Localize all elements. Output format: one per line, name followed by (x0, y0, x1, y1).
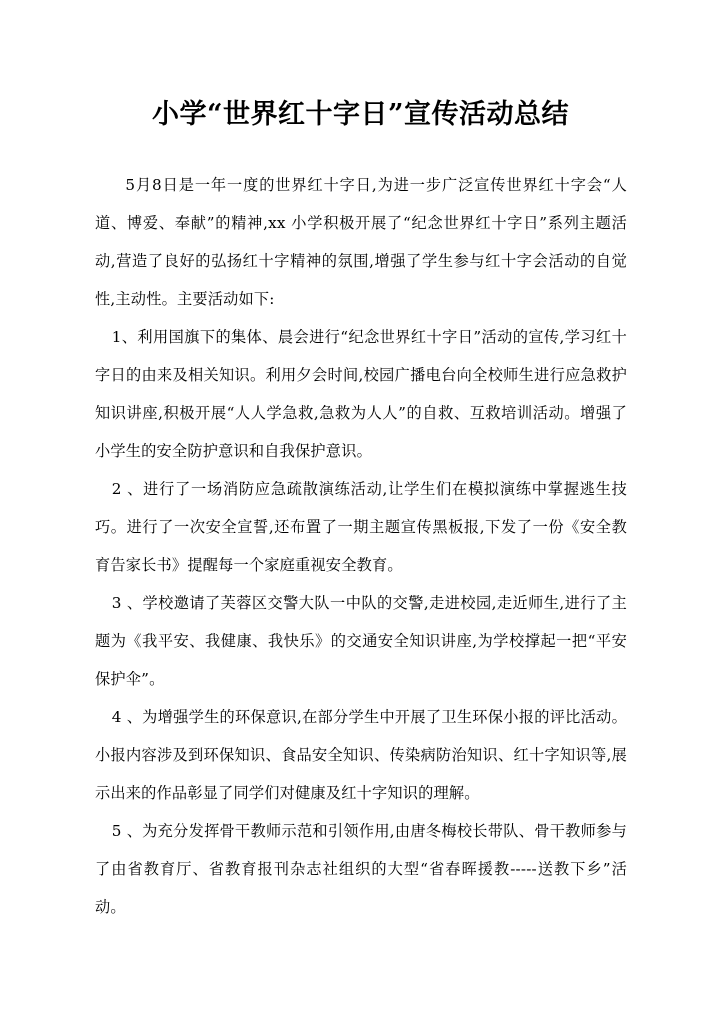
paragraph-item-3: 3 、学校邀请了芙蓉区交警大队一中队的交警,走进校园,走近师生,进行了主题为《我平安、我健康、我快乐》的交通安全知识讲座,为学校撑起一把“平安保护伞”。 (95, 594, 627, 688)
paragraph-item-4: 4 、为增强学生的环保意识,在部分学生中开展了卫生环保小报的评比活动。小报内容涉及到环保知识、食品安全知识、传染病防治知识、红十字知识等,展示出来的作品彰显了同学们对健康及红十字知识的理解。 (95, 708, 627, 802)
page-title: 小学“世界红十字日”宣传活动总结 (151, 99, 570, 131)
paragraph-item-2: 2 、进行了一场消防应急疏散演练活动,让学生们在模拟演练中掌握逃生技巧。进行了一次安全宣誓,还布置了一期主题宣传黑板报,下发了一份《安全教育告家长书》提醒每一个家庭重视安全教育。 (95, 480, 627, 574)
document-body (95, 166, 627, 926)
paragraph-item-5: 5 、为充分发挥骨干教师示范和引领作用,由唐冬梅校长带队、骨干教师参与了由省教育厅、省教育报刊杂志社组织的大型“省春晖援教-----送教下乡”活动。 (95, 822, 627, 916)
paragraph-intro: 5月8日是一年一度的世界红十字日,为进一步广泛宣传世界红十字会“人道、博爱、奉献”的精神,xx 小学积极开展了“纪念世界红十字日”系列主题活动,营造了良好的弘扬红十字精神的氛围,增强了学生参与红十字会活动的自觉性,主动性。主要活动如下: (95, 176, 627, 308)
paragraph-item-1: 1、利用国旗下的集体、晨会进行“纪念世界红十字日”活动的宣传,学习红十字日的由来及相关知识。利用夕会时间,校园广播电台向全校师生进行应急救护知识讲座,积极开展“人人学急救,急救为人人”的自救、互救培训活动。增强了小学生的安全防护意识和自我保护意识。 (95, 328, 627, 460)
